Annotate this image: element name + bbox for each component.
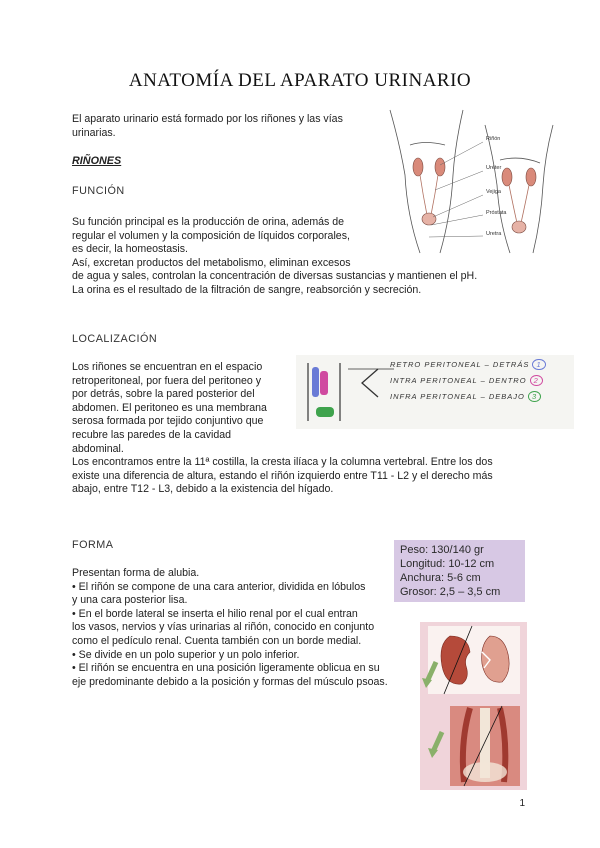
forma-line: • El riñón se encuentra en una posición ligeramente oblicua en su [72, 662, 380, 675]
measurement-weight: Peso: 130/140 gr [400, 544, 484, 556]
localizacion-line: retroperitoneal, por fuera del peritoneo y [72, 374, 262, 387]
sketch-item [390, 360, 546, 369]
localizacion-line: serosa formada por tejido conjuntivo que [72, 415, 264, 428]
sketch-item-number: 1 [532, 359, 545, 370]
localizacion-line: abajo, entre T12 - L3, debido a la existencia del hígado. [72, 483, 334, 496]
sketch-item [390, 392, 541, 401]
funcion-line: es decir, la homeostasis. [72, 243, 188, 256]
forma-line: y una cara posterior lisa. [72, 594, 188, 607]
urinary-system-figure [385, 105, 555, 255]
sketch-item [390, 376, 543, 385]
intro-paragraph [72, 113, 343, 140]
figure-label: Vejiga [486, 189, 501, 195]
measurement-thickness: Grosor: 2,5 – 3,5 cm [400, 586, 501, 598]
forma-line: Presentan forma de alubia. [72, 567, 200, 579]
sketch-item-number: 3 [528, 391, 541, 402]
forma-line: los vasos, nervios y vías urinarias al riñón, conocido en conjunto [72, 621, 375, 634]
forma-heading: FORMA [72, 539, 114, 551]
localizacion-line: por detrás, sobre la pared posterior del [72, 388, 255, 401]
measurement-length: Longitud: 10-12 cm [400, 558, 495, 570]
forma-line: eje predominante debido a la posición y formas del músculo psoas. [72, 675, 388, 688]
funcion-line: Así, excretan productos del metabolismo, eliminan excesos [72, 256, 351, 269]
intro-line: urinarias. [72, 126, 116, 139]
figure-label: Riñón [486, 136, 501, 142]
figure-label: Próstata [486, 210, 507, 216]
funcion-line: Su función principal es la producción de orina, además de [72, 216, 345, 228]
forma-line: • El riñón se compone de una cara anterior, dividida en lóbulos [72, 580, 366, 593]
funcion-heading: FUNCIÓN [72, 185, 125, 197]
localizacion-heading: LOCALIZACIÓN [72, 333, 158, 345]
localizacion-line: Los encontramos entre la 11ª costilla, la cresta ilíaca y la columna vertebral. Entre los dos [72, 456, 493, 469]
sketch-item-number: 2 [530, 375, 543, 386]
localizacion-line: abdominal. [72, 442, 124, 455]
localizacion-line: abdomen. El peritoneo es una membrana [72, 401, 267, 414]
page-number: 1 [519, 798, 525, 809]
funcion-line: de agua y sales, controlan la concentración de diversas sustancias y mantienen el pH. [72, 270, 478, 283]
figure-label: Uretra [486, 231, 502, 237]
kidney-psoas-figure [420, 622, 527, 790]
funcion-line: La orina es el resultado de la filtración de sangre, reabsorción y secreción. [72, 283, 422, 296]
forma-line: como el pedículo renal. Cuenta también con un borde medial. [72, 634, 362, 647]
localizacion-line: recubre las paredes de la cavidad [72, 428, 232, 441]
localizacion-line: Los riñones se encuentran en el espacio [72, 361, 263, 373]
section-heading-rinones: RIÑONES [72, 155, 122, 167]
sketch-item-text: RETRO PERITONEAL – DETRÁS [390, 360, 530, 369]
figure-label: Uréter [486, 165, 502, 171]
kidney-measurements-box [394, 540, 525, 602]
page-title: ANATOMÍA DEL APARATO URINARIO [128, 70, 472, 91]
intro-line: El aparato urinario está formado por los riñones y las vías [72, 113, 343, 125]
sketch-item-text: INTRA PERITONEAL – DENTRO [390, 376, 527, 385]
forma-paragraph [72, 567, 388, 689]
funcion-line: regular el volumen y la composición de líquidos corporales, [72, 229, 350, 242]
forma-line: • En el borde lateral se inserta el hilio renal por el cual entran [72, 607, 358, 620]
measurement-width: Anchura: 5-6 cm [400, 572, 481, 584]
sketch-item-text: INFRA PERITONEAL – DEBAJO [390, 392, 525, 401]
localizacion-line: existe una diferencia de altura, estando el riñón izquierdo entre T11 - L2 y el derecho más [72, 469, 493, 482]
forma-line: • Se divide en un polo superior y un polo inferior. [72, 648, 300, 661]
